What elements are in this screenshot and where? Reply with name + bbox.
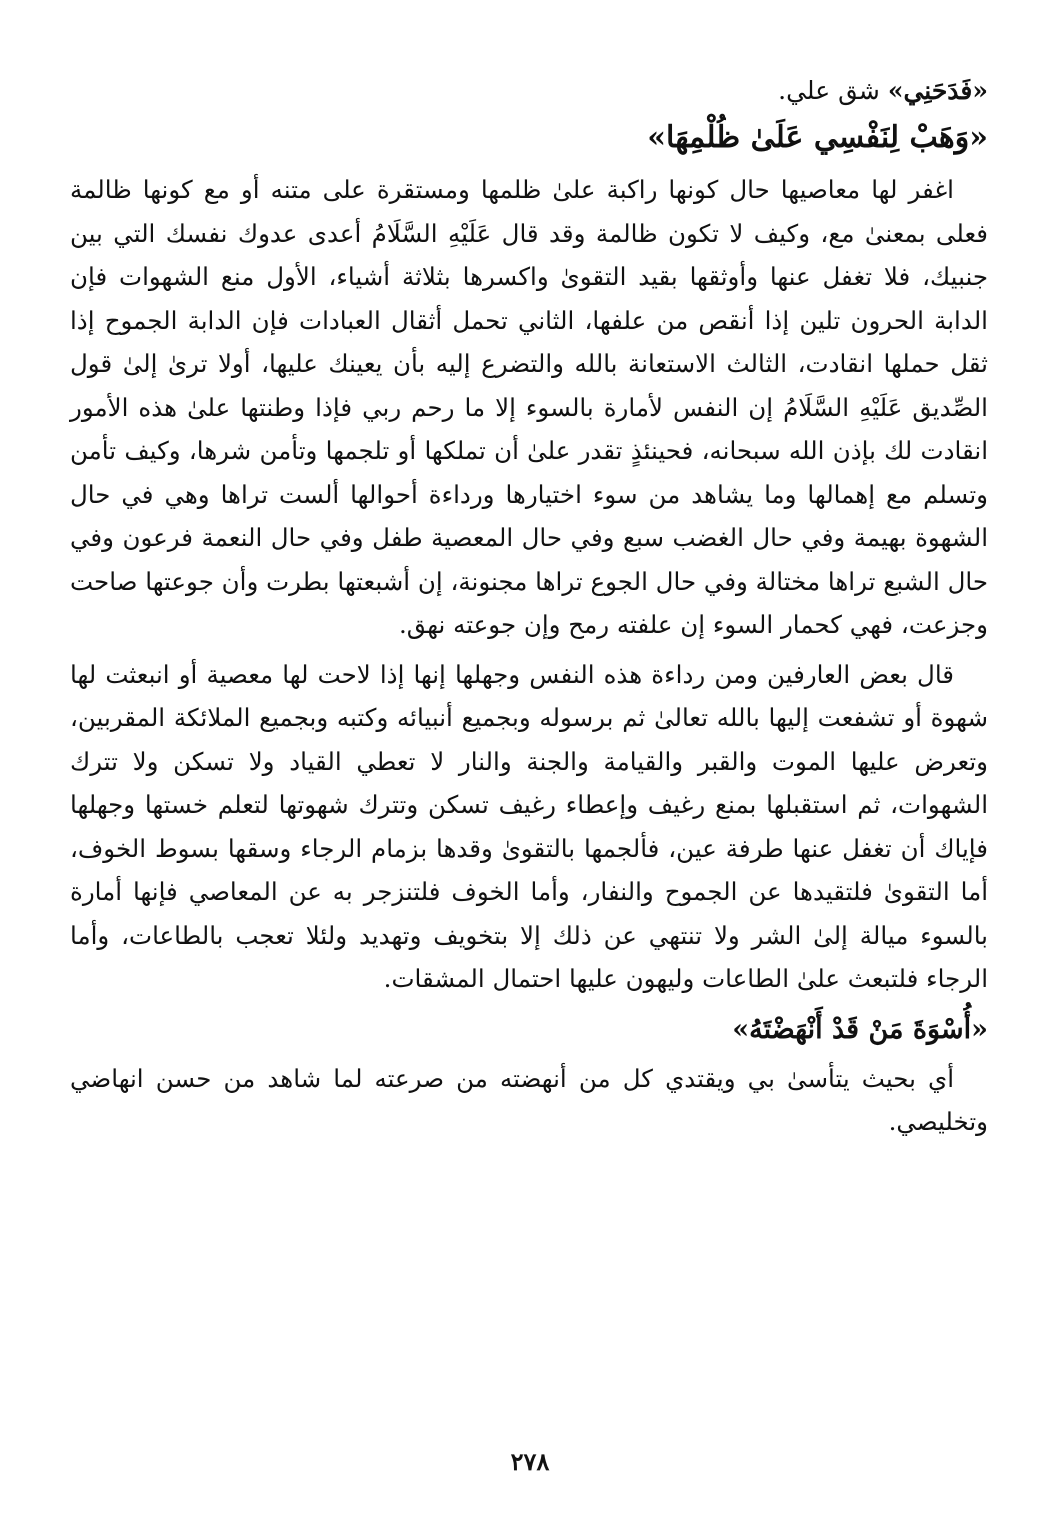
paragraph-1: اغفر لها معاصيها حال كونها راكبة علىٰ ظلمها ومستقرة على متنه أو مع كونها ظالمة فعلى بمعنىٰ مع، وكيف لا تكون ظالمة وقد قال عَلَيْهِ السَّلَامُ أعدى عدوك نفسك التي بين جنبيك، فلا تغفل عنها وأوثقها بقيد التقوىٰ واكسرها بثلاثة أشياء، الأول منع الشهوات فإن الدابة الحرون تلين إذا أنقص من علفها، الثاني تحمل أثقال العبادات فإن الدابة الجموح إذا ثقل حملها انقادت، الثالث الاستعانة بالله والتضرع إليه بأن يعينك عليها، أولا ترىٰ إلىٰ قول الصِّديق عَلَيْهِ السَّلَامُ إن النفس لأمارة بالسوء إلا ما رحم ربي فإذا وطنتها علىٰ هذه الأمور انقادت لك بإذن الله سبحانه، فحينئذٍ تقدر علىٰ أن تملكها أو تلجمها وتأمن شرها، وكيف تأمن وتسلم مع إهمالها وما يشاهد من سوء اختيارها ورداءة أحوالها ألست تراها وهي في حال الشهوة بهيمة وفي حال الغضب سبع وفي حال المعصية طفل وفي حال النعمة فرعون وفي حال الشبع تراها مختالة وفي حال الجوع تراها مجنونة، إن أشبعتها بطرت وأن جوعتها صاحت وجزعت، فهي كحمار السوء إن علفته رمح وإن جوعته نهق. [70,175,988,639]
section-heading-1: «وَهَبْ لِنَفْسِي عَلَىٰ ظُلْمِهَا» [647,120,988,155]
page-body [70,70,988,1150]
paragraph-2: قال بعض العارفين ومن رداءة هذه النفس وجهلها إنها إذا لاحت لها معصية أو انبعثت لها شهوة أو تشفعت إليها بالله تعالىٰ ثم برسوله وبجميع أنبيائه وكتبه وبجميع الملائكة المقربين، وتعرض عليها الموت والقبر والقيامة والجنة والنار لا تعطي القياد ولا تسكن ولا تترك الشهوات، ثم استقبلها بمنع رغيف وإعطاء رغيف تسكن وتترك شهوتها لتعلم خستها وجهلها فإياك أن تغفل عنها طرفة عين، فألجمها بالتقوىٰ وقدها بزمام الرجاء وسقها بسوط الخوف، أما التقوىٰ فلتقيدها عن الجموح والنفار، وأما الخوف فلتنزجر به عن المعاصي فإنها أمارة بالسوء ميالة إلىٰ الشر ولا تنتهي عن ذلك إلا بتخويف وتهديد ولئلا تعجب بالطاعات، وأما الرجاء فلتبعث علىٰ الطاعات وليهون عليها احتمال المشقات. [70,659,988,993]
page-number: ٢٧٨ [510,1447,550,1476]
intro-text: شق علي. [778,76,880,105]
section-heading-2: «أُسْوَةَ مَنْ قَدْ أَنْهَضْتَهُ» [732,1013,988,1045]
paragraph-3: أي بحيث يتأسىٰ بي ويقتدي كل من أنهضته من صرعته لما شاهد من حسن انهاضي وتخليصي. [70,1063,988,1136]
intro-quote: «فَدَحَنِي» [887,76,988,105]
intro-line [70,70,988,112]
